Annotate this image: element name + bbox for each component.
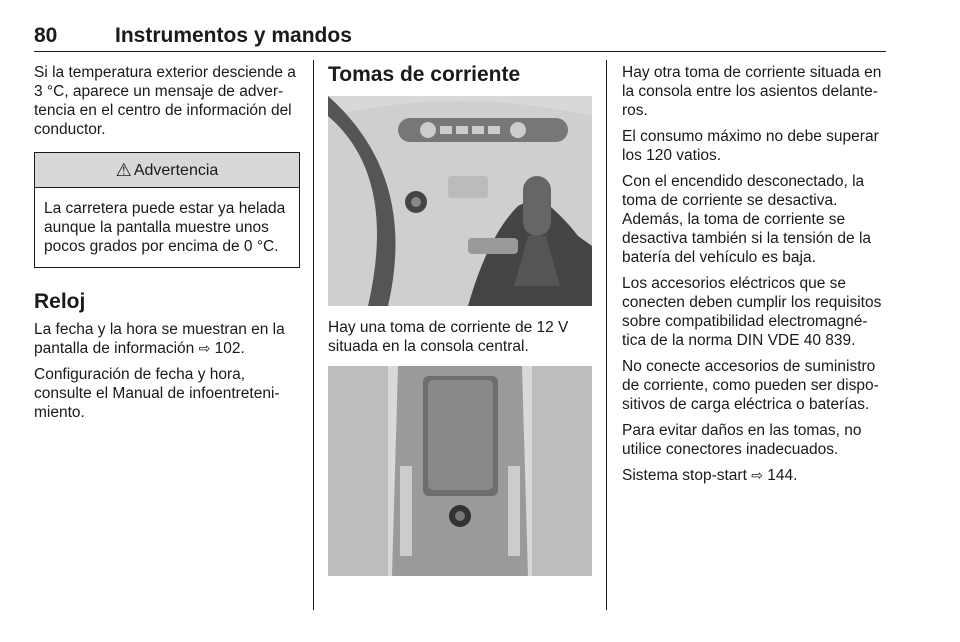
section-title-tomas: Tomas de corriente [328,63,521,86]
warning-box [34,152,300,268]
page-reference-link[interactable]: 144. [767,467,798,484]
arrow-reference-icon: ⇨ [198,340,211,356]
column-divider-1 [313,60,314,610]
paragraph-6: Para evitar daños en las tomas, no utilice conectores inadecuados. [622,422,862,458]
header-rule [34,51,886,52]
warning-text: La carretera puede estar ya helada aunque la pantalla muestre unos pocos grados por encima de 0 °C. [44,200,286,255]
column-3 [622,63,888,492]
paragraph-7: Sistema stop-start ⇨ 144. [622,467,798,484]
paragraph-4: Los accesorios eléctricos que se conecten deben cumplir los requisitos sobre compatibilidad electromagné-tica de la norma DIN VDE 40 839. [622,275,882,349]
warning-triangle-icon: ⚠ [115,159,132,180]
page-reference-link[interactable]: 102. [214,340,245,357]
arrow-reference-icon: ⇨ [751,467,763,483]
clock-paragraph: La fecha y la hora se muestran en la pantalla de información ⇨ 102. [34,321,285,357]
rear-console-outlet-photo [328,366,592,576]
paragraph-3: Con el encendido desconectado, la toma de corriente se desactiva. Además, la toma de corriente se desactiva también si la tensión de la batería del vehículo es baja. [622,173,872,266]
outlet-caption: Hay una toma de corriente de 12 V situada en la consola central. [328,319,569,355]
section-title-reloj: Reloj [34,290,86,313]
console-power-outlet-photo [328,96,592,306]
page-number: 80 [34,24,58,47]
paragraph-5: No conecte accesorios de suministro de corriente, como pueden ser dispo-sitivos de carga eléctrica o baterías. [622,358,879,413]
intro-paragraph: Si la temperatura exterior desciende a 3 °C, aparece un mensaje de adver-tencia en el centro de información del conductor. [34,64,296,138]
column-1 [34,63,300,429]
column-divider-2 [606,60,607,610]
warning-header [35,153,299,188]
clock-settings-paragraph: Configuración de fecha y hora, consulte el Manual de infoentreteni-miento. [34,366,280,421]
warning-title: Advertencia [133,161,219,179]
paragraph-1: Hay otra toma de corriente situada en la consola entre los asientos delante-ros. [622,64,882,119]
column-2 [328,63,592,576]
paragraph-2: El consumo máximo no debe superar los 120 vatios. [622,128,879,164]
header-title: Instrumentos y mandos [115,24,352,47]
